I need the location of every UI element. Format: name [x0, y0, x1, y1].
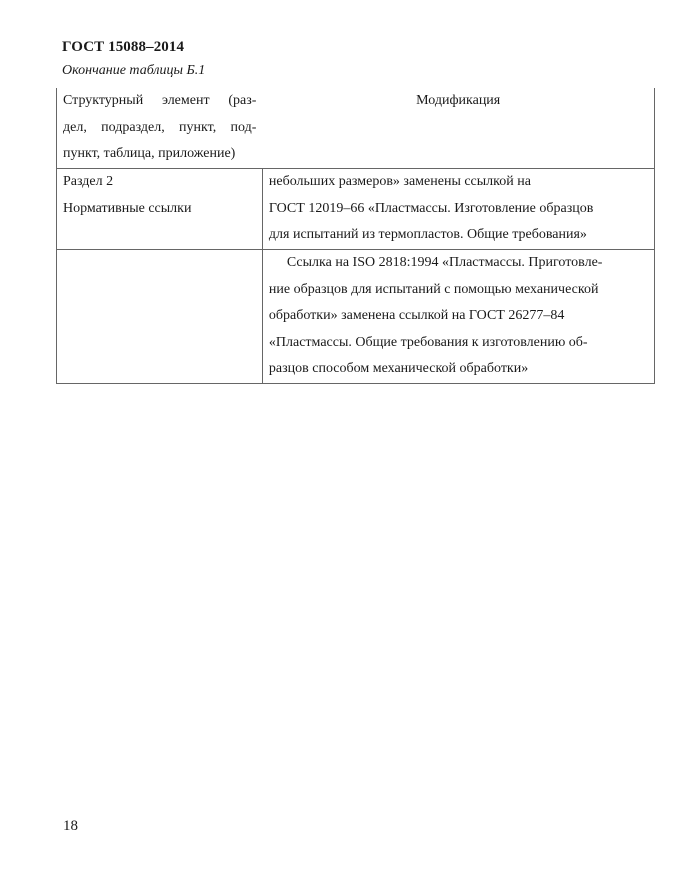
- cell-line: Ссылка на ISO 2818:1994 «Пластмассы. Приготовле-: [286, 255, 603, 270]
- page-number: 18: [63, 818, 78, 834]
- header-line: дел, подраздел, пункт, под-: [63, 119, 257, 135]
- cell-line: небольших размеров» заменены ссылкой на: [268, 174, 531, 189]
- column-header-element: [57, 88, 263, 169]
- table-row: [57, 250, 655, 384]
- cell-line: «Пластмассы. Общие требования к изготовлению об-: [268, 334, 588, 350]
- document-code: ГОСТ 15088–2014: [62, 39, 185, 55]
- modification-cell: [262, 169, 654, 250]
- header-line: Структурный элемент (раз-: [63, 93, 257, 108]
- table-row: [57, 169, 655, 250]
- cell-line: Нормативные ссылки: [63, 200, 192, 216]
- cell-line: разцов способом механической обработки»: [268, 361, 529, 376]
- element-cell: [57, 169, 263, 250]
- table-header-row: [57, 88, 655, 169]
- element-cell: [57, 250, 263, 384]
- table-caption: Окончание таблицы Б.1: [62, 63, 206, 78]
- cell-line: Раздел 2: [63, 174, 114, 189]
- header-line: пункт, таблица, приложение): [63, 146, 236, 161]
- cell-line: ГОСТ 12019–66 «Пластмассы. Изготовление образцов: [268, 200, 594, 216]
- cell-line: ние образцов для испытаний с помощью механической: [268, 281, 599, 297]
- modifications-table: [56, 88, 655, 384]
- modification-cell: [262, 250, 654, 384]
- cell-line: для испытаний из термопластов. Общие требования»: [268, 227, 587, 242]
- cell-line: обработки» заменена ссылкой на ГОСТ 26277–84: [268, 308, 565, 323]
- column-header-modification: Модификация: [262, 88, 654, 169]
